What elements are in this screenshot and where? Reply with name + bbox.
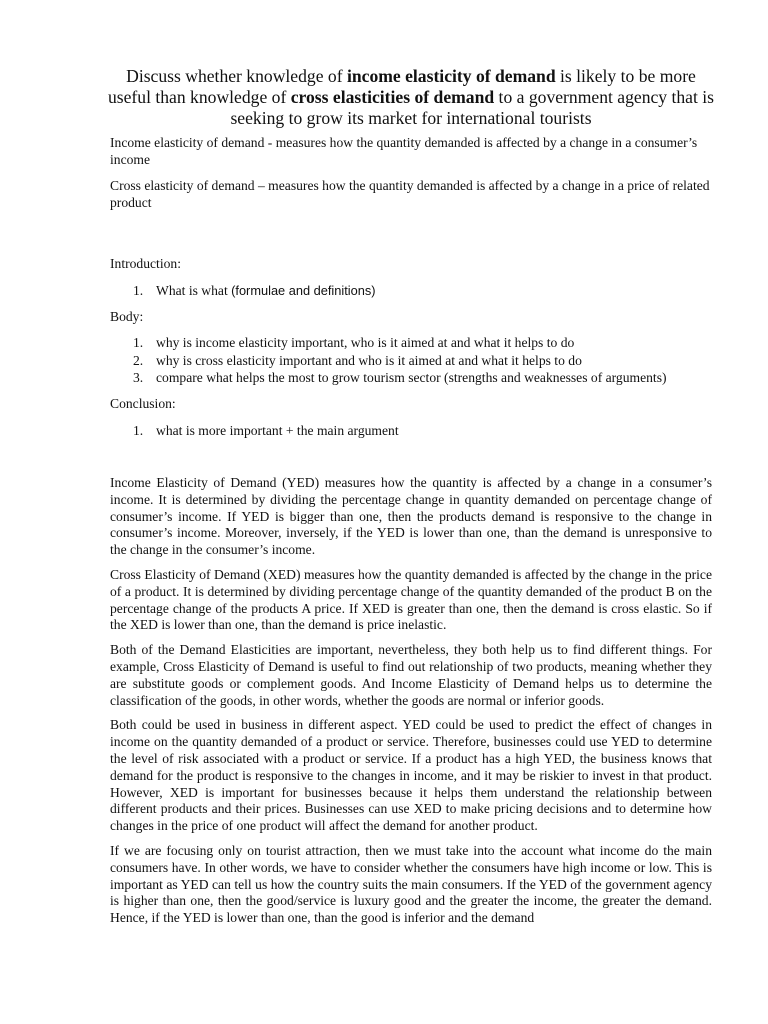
list-item <box>110 352 712 369</box>
paragraph-both-important: Both of the Demand Elasticities are important, nevertheless, they both help us to find different things. For example, Cross Elasticity of Demand is useful to find out relationship of two products, meaning whether they are substitute goods or complement goods. And Income Elasticity of Demand helps us to determine the classification of the goods, in other words, whether the goods are normal or inferior goods. <box>110 642 712 708</box>
list-item-extra: (formulae and definitions) <box>231 282 376 298</box>
outline-introduction-heading: Introduction: <box>110 256 181 271</box>
list-item-text: compare what helps the most to grow tourism sector (strengths and weaknesses of arguments) <box>156 369 667 385</box>
paragraph-yed: Income Elasticity of Demand (YED) measures how the quantity is affected by a change in a consumer’s income. It is determined by dividing the percentage change in quantity demanded on percentage change of consumer’s income. If YED is bigger than one, then the products demand is responsive to the change in consumer’s income. Moreover, inversely, if the YED is lower than one, than the demand is unresponsive to the change in the consumer’s income. <box>110 474 712 558</box>
title-bold-income-elasticity: income elasticity of demand <box>346 66 556 86</box>
definition-income-elasticity: Income elasticity of demand - measures how the quantity demanded is affected by a change in a consumer’s income <box>110 135 698 167</box>
list-item <box>110 282 712 299</box>
title-part-2: is likely to be more useful than knowledge of <box>107 66 696 107</box>
title-part-1: Discuss whether knowledge of <box>126 66 347 86</box>
list-item-text: why is cross elasticity important and who is it aimed at and what it helps to do <box>156 352 582 368</box>
paragraph-tourist-attraction: If we are focusing only on tourist attraction, then we must take into the account what income do the main consumers have. In other words, we have to consider whether the consumers have high income or low. This is important as YED can tell us how the country suits the main consumers. If the YED of the government agency is higher than one, then the good/service is luxury good and the greater the income, the greater the demand. Hence, if the YED is lower than one, than the good is inferior and the demand <box>110 842 712 926</box>
list-item <box>110 422 712 439</box>
outline-introduction-list <box>110 282 712 299</box>
list-number: 3. <box>133 369 144 385</box>
list-number: 1. <box>133 422 144 438</box>
definition-cross-elasticity: Cross elasticity of demand – measures how the quantity demanded is affected by a change in a price of related product <box>110 178 710 210</box>
outline-body-list <box>110 334 712 386</box>
list-item <box>110 334 712 351</box>
list-number: 2. <box>133 352 144 368</box>
list-number: 1. <box>133 282 144 298</box>
list-number: 1. <box>133 335 144 351</box>
list-item-text: What is what <box>156 282 232 298</box>
outline-conclusion-heading: Conclusion: <box>110 396 176 412</box>
list-item <box>110 369 712 386</box>
outline-conclusion-list <box>110 422 712 439</box>
list-item-text: why is income elasticity important, who is it aimed at and what it helps to do <box>156 335 575 351</box>
list-item-text: what is more important + the main argument <box>156 422 399 438</box>
document-title <box>104 66 718 129</box>
outline-body-heading: Body: <box>110 308 144 324</box>
paragraph-business-use: Both could be used in business in different aspect. YED could be used to predict the effect of changes in income on the quantity demanded of a product or service. Therefore, businesses could use YED to determine the level of risk associated with a product or service. If a product has a high YED, the business knows that demand for the product is responsive to the changes in income, and it may be riskier to invest in that product. However, XED is important for businesses because it helps them understand the relationship between different products and their prices. Businesses can use XED to make pricing decisions and to determine how changes in the price of one product will affect the demand for another product. <box>110 717 712 834</box>
title-bold-cross-elasticities: cross elasticities of demand <box>290 87 495 107</box>
title-part-3: to a government agency that is seeking to grow its market for international tourists <box>230 87 715 128</box>
document-page <box>107 66 715 935</box>
paragraph-xed: Cross Elasticity of Demand (XED) measures how the quantity demanded is affected by the change in the price of a product. It is determined by dividing percentage change of the quantity demanded of the product B on the percentage change of the products A price. If XED is greater than one, then the demand is cross elastic. So if the XED is lower than one, than the demand is price inelastic. <box>110 566 712 633</box>
